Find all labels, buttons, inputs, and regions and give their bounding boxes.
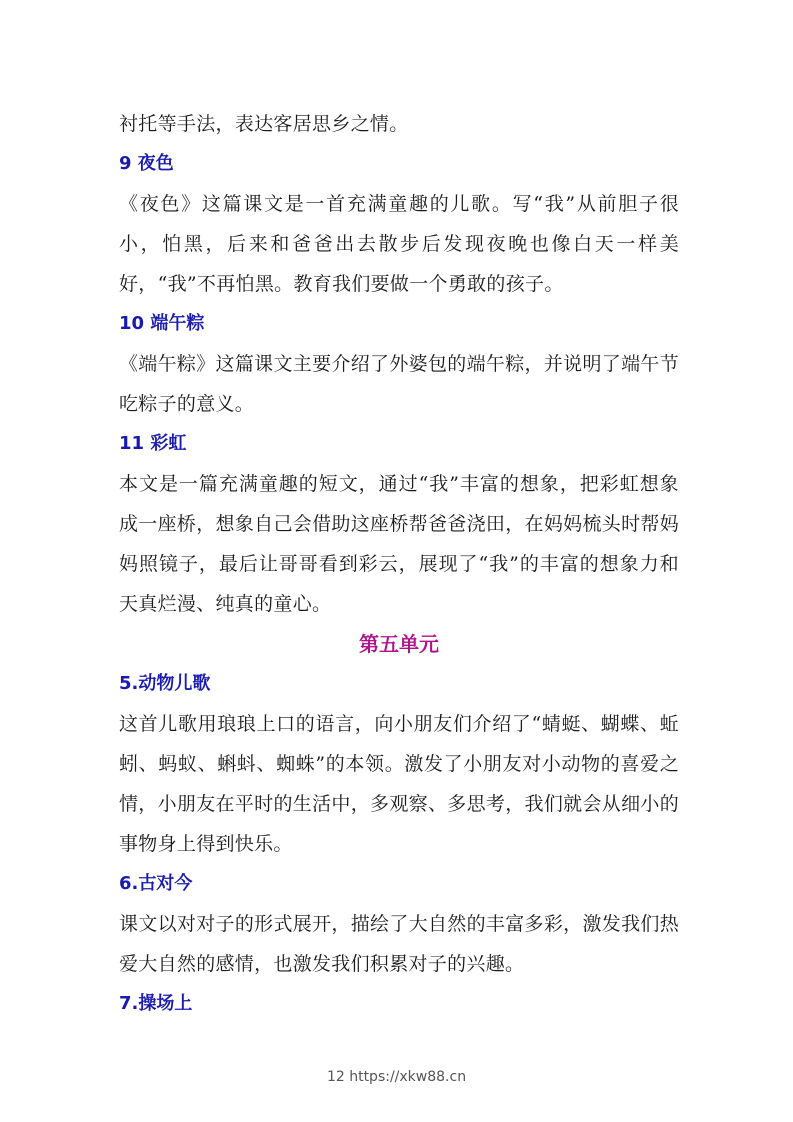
lesson-heading-9: 9 夜色 bbox=[119, 153, 174, 174]
lesson-heading-5: 5.动物儿歌 bbox=[119, 673, 211, 694]
lesson-heading-11: 11 彩虹 bbox=[119, 433, 187, 454]
lesson-heading-7: 7.操场上 bbox=[119, 993, 193, 1014]
lesson-summary-10: 《端午粽》这篇课文主要介绍了外婆包的端午粽，并说明了端午节吃粽子的意义。 bbox=[119, 353, 679, 415]
lesson-summary-5: 这首儿歌用琅琅上口的语言，向小朋友们介绍了“蜻蜓、蝴蝶、蚯蚓、蚂蚁、蝌蚪、蜘蛛”的本领。激发了小朋友对小动物的喜爱之情，小朋友在平时的生活中，多观察、多思考，我们就会从细小的事物身上得到快乐。 bbox=[119, 713, 679, 855]
lesson-heading-6: 6.古对今 bbox=[119, 873, 193, 894]
lesson-summary-11: 本文是一篇充满童趣的短文，通过“我”丰富的想象，把彩虹想象成一座桥，想象自己会借助这座桥帮爸爸浇田，在妈妈梳头时帮妈妈照镜子，最后让哥哥看到彩云，展现了“我”的丰富的想象力和天真烂漫、纯真的童心。 bbox=[119, 473, 679, 615]
paragraph-continued: 衬托等手法，表达客居思乡之情。 bbox=[119, 113, 409, 135]
page-footer: 12 https://xkw88.cn bbox=[326, 1069, 467, 1085]
document-body bbox=[119, 104, 679, 1024]
lesson-summary-9: 《夜色》这篇课文是一首充满童趣的儿歌。写“我”从前胆子很小，怕黑，后来和爸爸出去散步后发现夜晚也像白天一样美好，“我”不再怕黑。教育我们要做一个勇敢的孩子。 bbox=[119, 193, 679, 295]
lesson-summary-6: 课文以对对子的形式展开，描绘了大自然的丰富多彩，激发我们热爱大自然的感情，也激发我们积累对子的兴趣。 bbox=[119, 913, 679, 975]
lesson-heading-10: 10 端午粽 bbox=[119, 313, 205, 334]
unit-title: 第五单元 bbox=[359, 632, 439, 656]
